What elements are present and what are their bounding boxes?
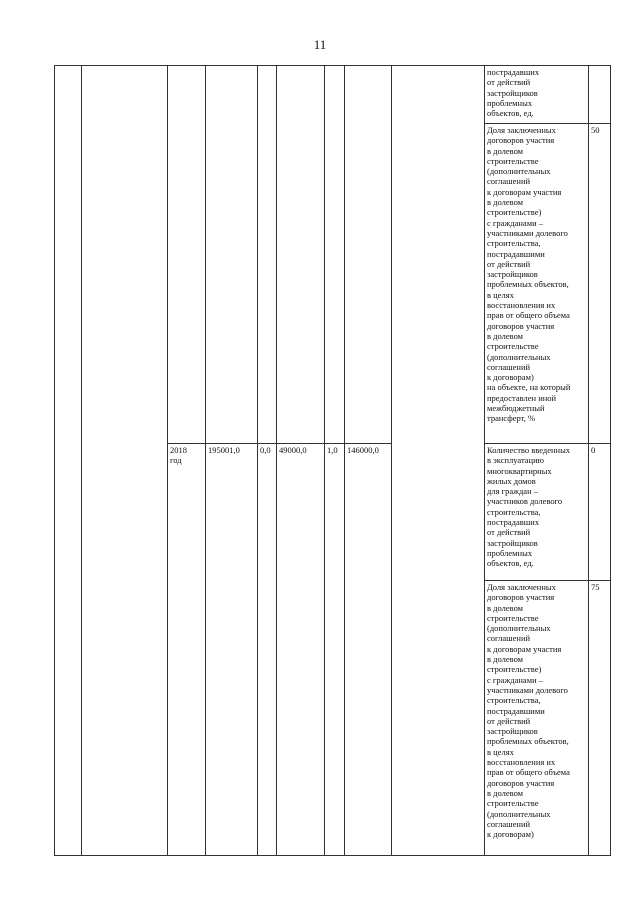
funding-cell-2: 49000,0 <box>277 444 325 856</box>
indicator-name-cell: пострадавших от действий застройщиков проблемных объектов, ед. <box>485 66 589 124</box>
funding-cell-3: 1,0 <box>325 444 345 856</box>
empty-cell <box>392 66 485 856</box>
table-row <box>55 66 611 124</box>
empty-cell <box>82 66 168 856</box>
empty-cell <box>55 66 82 856</box>
indicator-name-cell: Доля заключенных договоров участия в долевом строительстве (дополнительных соглашений к договорам участия в долевом строительстве) с гражданами – участниками долевого строительства, пострадавшими от действий застройщиков проблемных объектов, в целях восстановления их прав от общего объема договоров участия в долевом строительстве (дополнительных соглашений к договорам) на объекте, на который предоставлен иной межбюджетный трансферт, % <box>485 124 589 444</box>
empty-cell <box>277 66 325 444</box>
empty-cell <box>345 66 392 444</box>
page-number: 11 <box>313 37 327 52</box>
data-table <box>54 65 611 856</box>
empty-cell <box>168 66 206 444</box>
year-cell: 2018 год <box>168 444 206 856</box>
indicator-value-cell: 0 <box>589 444 611 581</box>
total-cell: 195001,0 <box>206 444 258 856</box>
empty-cell <box>258 66 277 444</box>
indicator-name-cell: Количество введенных в эксплуатацию многоквартирных жилых домов для граждан – участников долевого строительства, пострадавших от действий застройщиков проблемных объектов, ед. <box>485 444 589 581</box>
funding-cell-4: 146000,0 <box>345 444 392 856</box>
empty-cell <box>206 66 258 444</box>
empty-cell <box>325 66 345 444</box>
indicator-value-cell: 75 <box>589 581 611 856</box>
indicator-value-cell: 50 <box>589 124 611 444</box>
indicator-value-cell <box>589 66 611 124</box>
indicator-name-cell: Доля заключенных договоров участия в долевом строительстве (дополнительных соглашений к договорам участия в долевом строительстве) с гражданами – участниками долевого строительства, пострадавшими от действий застройщиков проблемных объектов, в целях восстановления их прав от общего объема договоров участия в долевом строительстве (дополнительных соглашений к договорам) <box>485 581 589 856</box>
funding-cell-1: 0,0 <box>258 444 277 856</box>
